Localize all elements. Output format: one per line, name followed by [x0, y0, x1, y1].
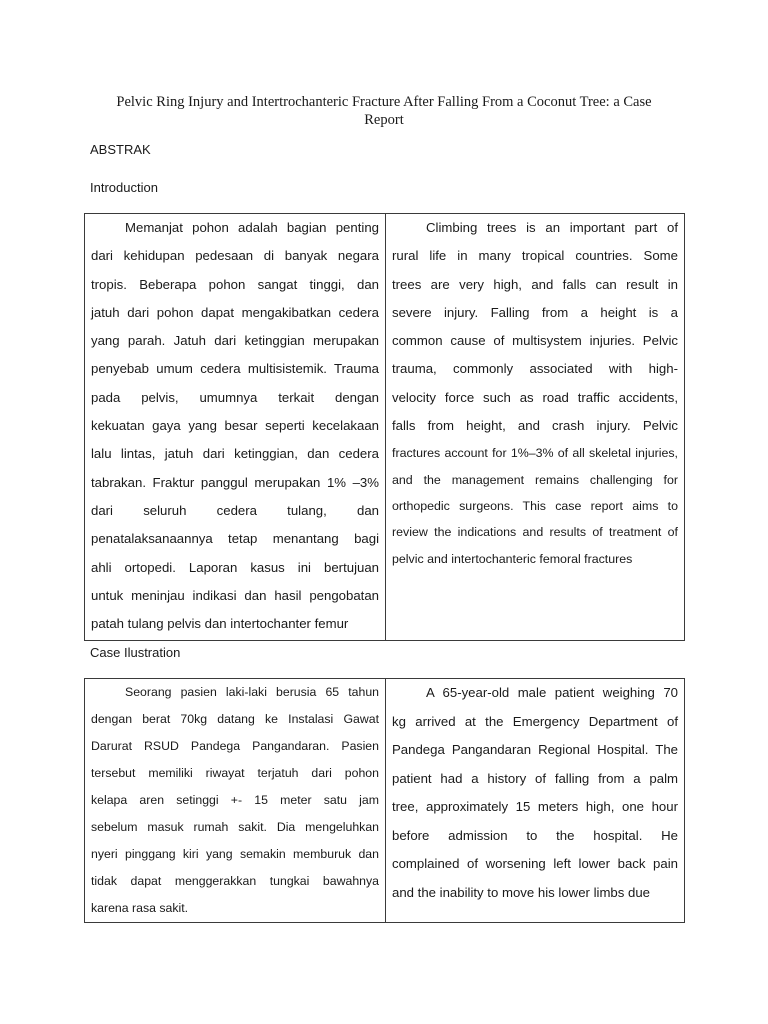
text-line: review the indications and results of treatment of: [392, 525, 678, 540]
text-line: jatuh dari pohon dapat mengakibatkan cedera: [91, 304, 379, 320]
text-line: Climbing trees is an important part of: [426, 220, 678, 235]
text-line: Memanjat pohon adalah bagian penting: [125, 220, 379, 235]
text-line: tersebut memiliki riwayat terjatuh dari pohon: [91, 766, 379, 780]
introduction-indonesian-cell: [85, 214, 386, 641]
text-line: dengan berat 70kg datang ke Instalasi Gawat: [91, 712, 379, 726]
title-line-2: Report: [364, 112, 404, 128]
text-line: kelapa aren setinggi +- 15 meter satu jam: [91, 793, 379, 807]
text-line: untuk meninjau indikasi dan hasil pengobatan: [91, 587, 379, 603]
introduction-english-text: [392, 214, 678, 572]
introduction-indonesian-text: [91, 214, 379, 638]
text-line: patah tulang pelvis dan intertochanter femur: [91, 616, 349, 632]
text-line: pelvic and intertochanteric femoral fractures: [392, 551, 633, 566]
text-line: ahli ortopedi. Laporan kasus ini bertujuan: [91, 559, 379, 575]
text-line: kekuatan gaya yang besar seperti kecelakaan: [91, 418, 379, 434]
text-line: karena rasa sakit.: [91, 901, 189, 915]
text-line: Seorang pasien laki-laki berusia 65 tahun: [125, 685, 379, 699]
text-line: common cause of multisystem injuries. Pelvic: [392, 333, 678, 349]
text-line: A 65-year-old male patient weighing 70: [426, 685, 678, 700]
text-line: before admission to the hospital. He: [392, 827, 678, 843]
text-line: trauma, commonly associated with high-: [392, 361, 678, 377]
text-line: velocity force such as road traffic accidents,: [392, 389, 678, 405]
case-indonesian-cell: [85, 679, 386, 923]
text-line: pada pelvis, umumnya terkait dengan: [91, 389, 379, 405]
abstrak-heading: ABSTRAK: [90, 142, 151, 157]
text-line: lalu lintas, jatuh dari ketinggian, dan cedera: [91, 446, 379, 462]
text-line: and the inability to move his lower limbs due: [392, 884, 651, 900]
text-line: Pandega Pangandaran Regional Hospital. The: [392, 742, 678, 757]
case-illustration-heading: Case Ilustration: [90, 645, 181, 660]
text-line: and the management remains challenging for: [392, 472, 678, 487]
text-line: trees are very high, and falls can result in: [392, 276, 678, 292]
text-line: dari kehidupan pedesaan di banyak negara: [91, 248, 379, 264]
introduction-english-cell: [386, 214, 685, 641]
text-line: patient had a history of falling from a palm: [392, 770, 678, 786]
text-line: rural life in many tropical countries. Some: [392, 248, 678, 264]
case-english-text: [392, 679, 678, 907]
case-table: [84, 678, 685, 923]
text-line: sebelum masuk rumah sakit. Dia mengeluhkan: [91, 820, 379, 834]
introduction-heading: Introduction: [90, 180, 158, 195]
text-line: penatalaksanaannya tetap menantang bagi: [91, 531, 379, 547]
case-english-cell: [386, 679, 685, 923]
case-indonesian-text: [91, 679, 379, 922]
paper-title: [84, 93, 684, 129]
title-line-1: Pelvic Ring Injury and Intertrochanteric Fracture After Falling From a Coconut Tree: a Case: [116, 94, 652, 110]
text-line: nyeri pinggang kiri yang semakin memburuk dan: [91, 847, 379, 861]
text-line: tabrakan. Fraktur panggul merupakan 1% –3%: [91, 474, 379, 490]
text-line: complained of worsening left lower back pain: [392, 856, 678, 871]
text-line: tidak dapat menggerakkan tungkai bawahnya: [91, 874, 379, 888]
text-line: Darurat RSUD Pandega Pangandaran. Pasien: [91, 739, 379, 753]
text-line: fractures account for 1%–3% of all skeletal injuries,: [392, 446, 678, 461]
text-line: falls from height, and crash injury. Pelvic: [392, 418, 678, 434]
text-line: tree, approximately 15 meters high, one hour: [392, 799, 678, 814]
text-line: dari seluruh cedera tulang, dan: [91, 502, 379, 518]
text-line: orthopedic surgeons. This case report aims to: [392, 498, 678, 513]
text-line: kg arrived at the Emergency Department of: [392, 713, 678, 729]
text-line: severe injury. Falling from a height is a: [392, 304, 678, 320]
text-line: penyebab umum cedera multisistemik. Trauma: [91, 361, 379, 377]
text-line: yang parah. Jatuh dari ketinggian merupakan: [91, 333, 379, 349]
introduction-table: [84, 213, 685, 641]
text-line: tropis. Beberapa pohon sangat tinggi, dan: [91, 276, 379, 292]
